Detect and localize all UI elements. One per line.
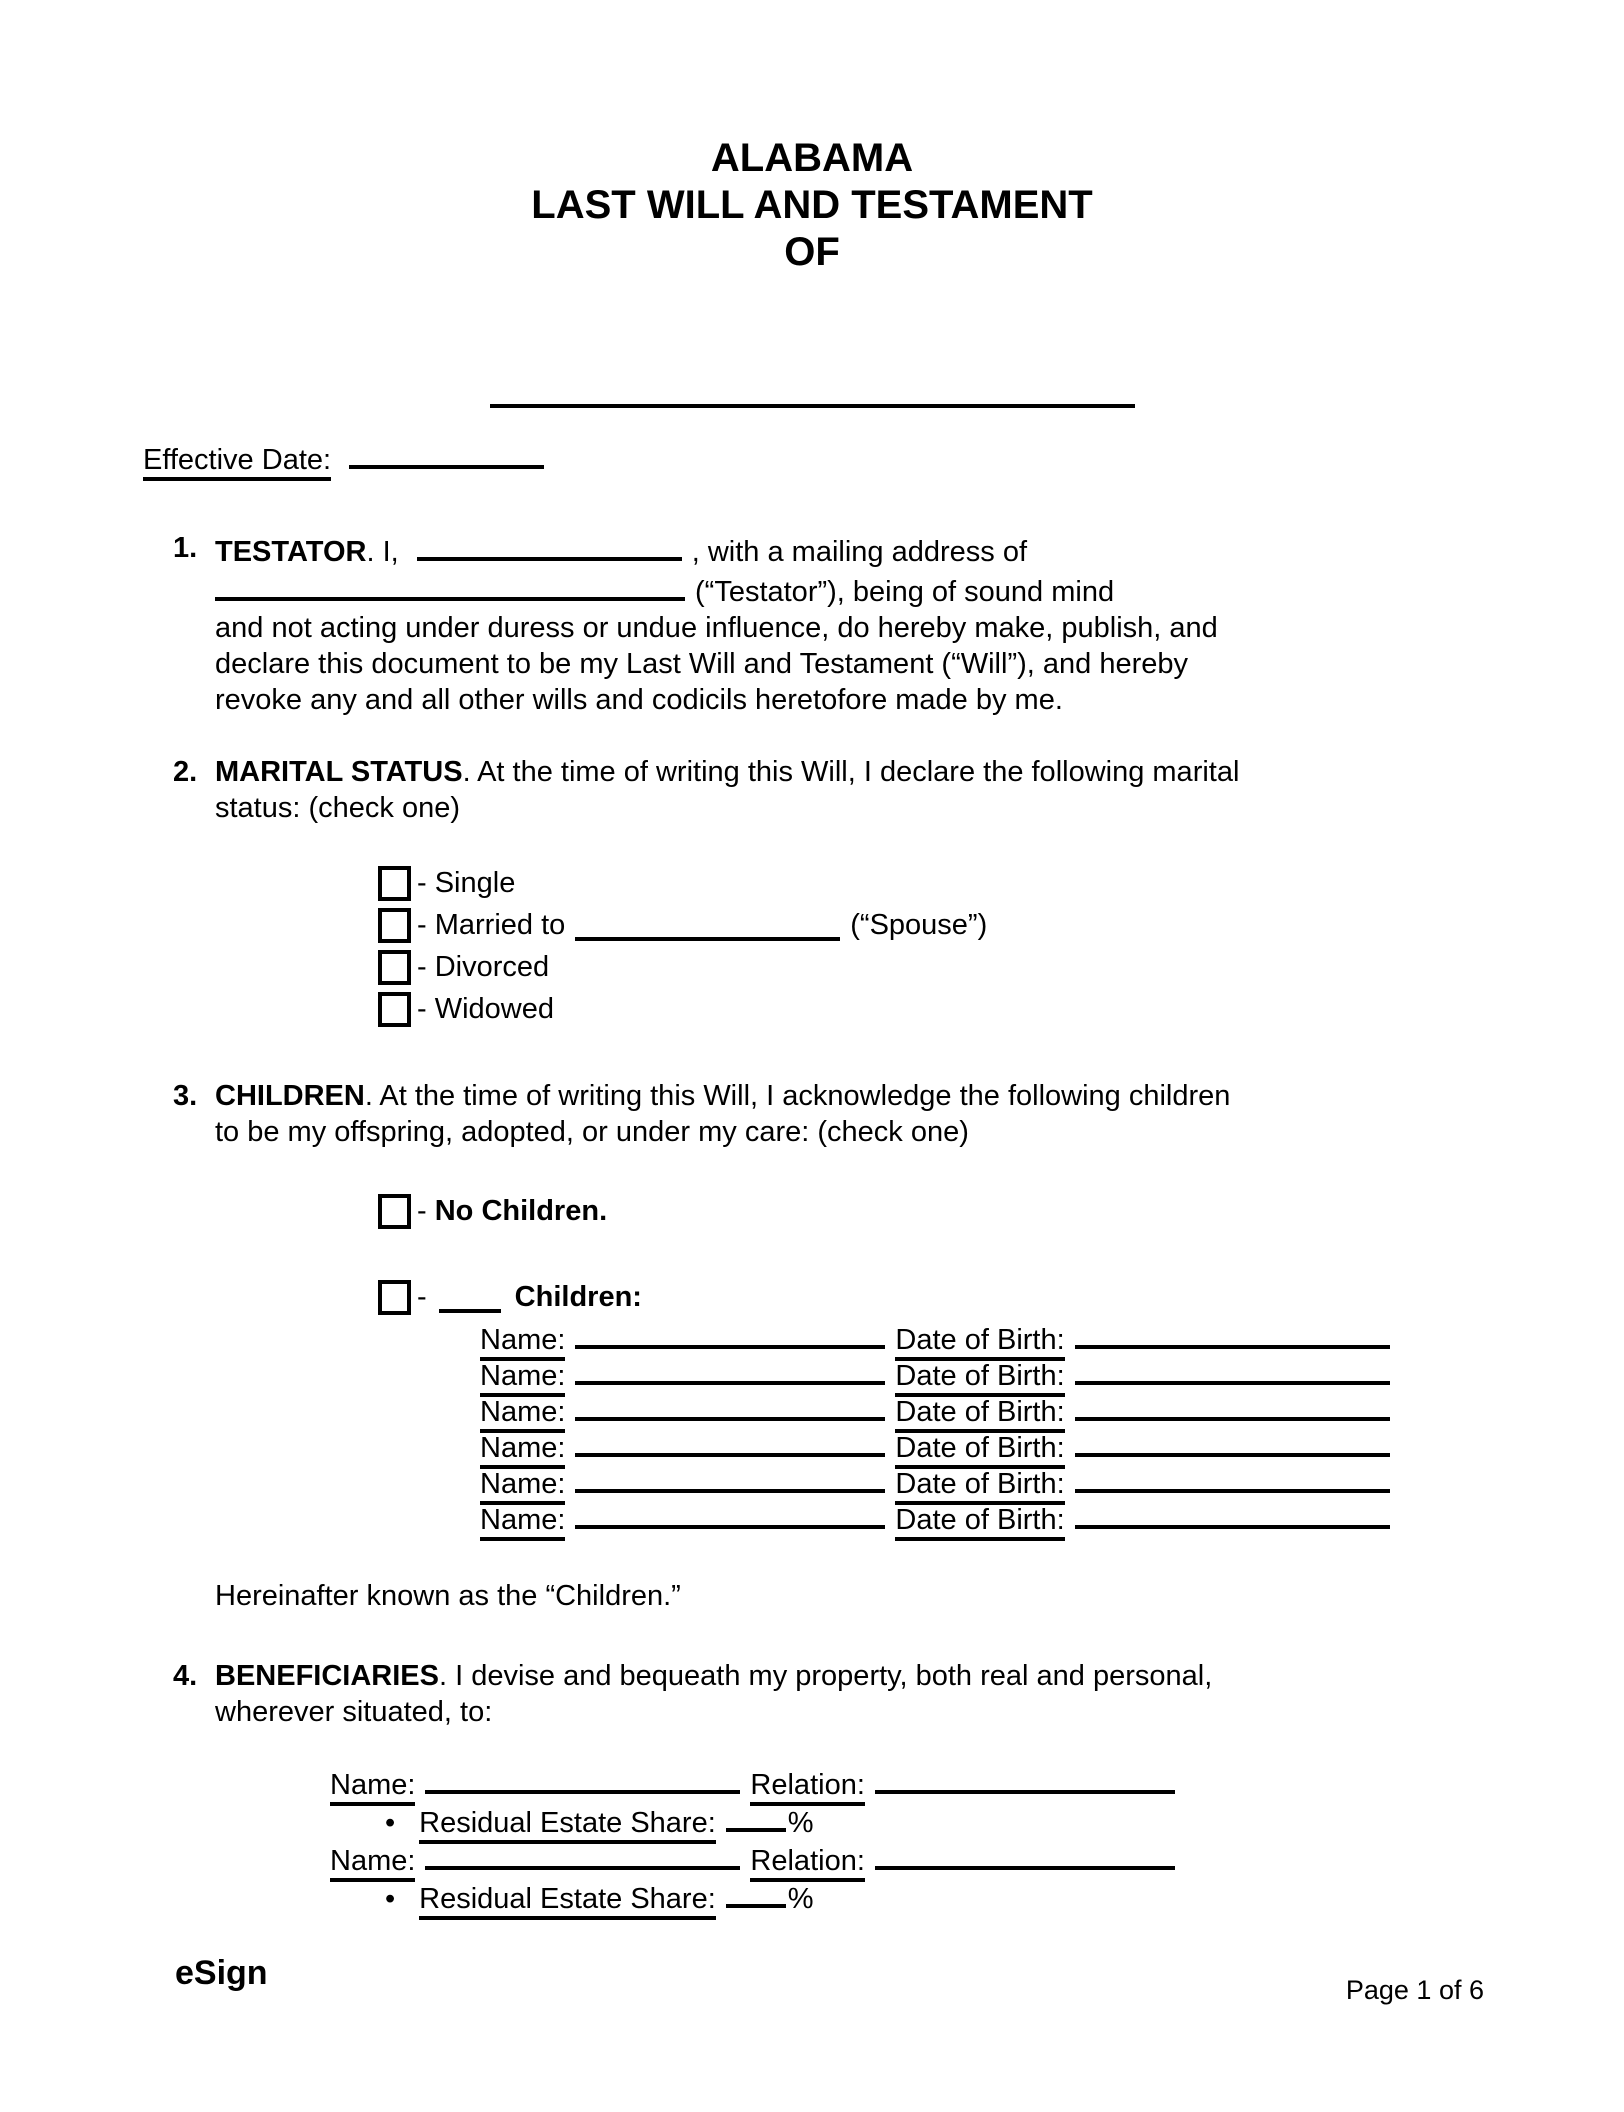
testator-line-2 bbox=[215, 570, 1460, 610]
beneficiaries-line-1-rest: . I devise and bequeath my property, both real and personal, bbox=[438, 1660, 1213, 1692]
testator-line-4: declare this document to be my Last Will and Testament (“Will”), and hereby bbox=[215, 648, 1188, 680]
child-row-1 bbox=[480, 1318, 1460, 1354]
children-count-option bbox=[378, 1276, 1460, 1318]
section-testator bbox=[143, 530, 1460, 718]
section-marital-body bbox=[215, 754, 1460, 1030]
child-row-5 bbox=[480, 1462, 1460, 1498]
children-count-label: Children: bbox=[514, 1281, 642, 1313]
beneficiary-2-name-blank[interactable] bbox=[425, 1839, 740, 1870]
single-checkbox[interactable] bbox=[378, 866, 411, 901]
section-beneficiaries-number: 4. bbox=[173, 1660, 198, 1692]
child-2-name-label: Name: bbox=[480, 1360, 565, 1397]
child-2-dob-blank[interactable] bbox=[1075, 1354, 1390, 1385]
beneficiaries-line-1 bbox=[215, 1658, 1460, 1694]
beneficiary-2-name-label: Name: bbox=[330, 1845, 415, 1882]
bullet-icon: • bbox=[385, 1807, 396, 1839]
child-5-dob-label: Date of Birth: bbox=[895, 1468, 1064, 1505]
child-4-name-blank[interactable] bbox=[575, 1426, 885, 1457]
section-children bbox=[143, 1078, 1460, 1614]
beneficiary-2-share-row bbox=[330, 1877, 1460, 1915]
children-line-2: to be my offspring, adopted, or under my care: (check one) bbox=[215, 1116, 969, 1148]
beneficiary-1-relation-label: Relation: bbox=[750, 1769, 864, 1806]
beneficiary-2-row bbox=[330, 1839, 1460, 1877]
children-line-1-rest: . At the time of writing this Will, I acknowledge the following children bbox=[364, 1080, 1231, 1112]
section-marital-status bbox=[143, 754, 1460, 1030]
child-1-dob-blank[interactable] bbox=[1075, 1318, 1390, 1349]
beneficiary-1-percent-sign: % bbox=[787, 1807, 814, 1839]
children-line-1 bbox=[215, 1078, 1460, 1114]
child-row-6 bbox=[480, 1498, 1460, 1534]
beneficiary-2-percent-sign: % bbox=[787, 1883, 814, 1915]
beneficiaries-list bbox=[330, 1763, 1460, 1915]
testator-line-2-rest: (“Testator”), being of sound mind bbox=[695, 576, 1115, 608]
child-1-dob-label: Date of Birth: bbox=[895, 1324, 1064, 1361]
beneficiary-1-relation-blank[interactable] bbox=[875, 1763, 1175, 1794]
testator-line-5: revoke any and all other wills and codicils heretofore made by me. bbox=[215, 684, 1063, 716]
no-children-label: No Children. bbox=[434, 1195, 608, 1227]
marital-line-1-rest: . At the time of writing this Will, I declare the following marital bbox=[462, 756, 1240, 788]
spouse-suffix-label: (“Spouse”) bbox=[850, 909, 988, 941]
title-line-of: OF bbox=[784, 230, 840, 274]
child-3-dob-blank[interactable] bbox=[1075, 1390, 1390, 1421]
no-children-option bbox=[378, 1190, 1460, 1232]
children-list bbox=[480, 1318, 1460, 1534]
effective-date-label: Effective Date: bbox=[143, 444, 331, 481]
children-count-checkbox[interactable] bbox=[378, 1280, 411, 1315]
child-row-3 bbox=[480, 1390, 1460, 1426]
beneficiary-2-relation-label: Relation: bbox=[750, 1845, 864, 1882]
section-testator-body bbox=[215, 530, 1460, 718]
bullet-icon: • bbox=[385, 1883, 396, 1915]
section-testator-number: 1. bbox=[173, 532, 198, 564]
beneficiary-2-share-label: Residual Estate Share: bbox=[419, 1883, 716, 1920]
child-3-name-label: Name: bbox=[480, 1396, 565, 1433]
marital-option-widowed bbox=[378, 988, 1460, 1030]
child-6-name-label: Name: bbox=[480, 1504, 565, 1541]
section-marital-number: 2. bbox=[173, 756, 198, 788]
widowed-checkbox[interactable] bbox=[378, 992, 411, 1027]
beneficiary-1-share-label: Residual Estate Share: bbox=[419, 1807, 716, 1844]
testator-line-1 bbox=[215, 530, 1460, 570]
beneficiaries-heading: BENEFICIARIES bbox=[215, 1660, 439, 1692]
testator-line-3: and not acting under duress or undue influence, do hereby make, publish, and bbox=[215, 612, 1218, 644]
marital-option-married bbox=[378, 904, 1460, 946]
widowed-label: - Widowed bbox=[417, 993, 554, 1025]
beneficiary-1-share-row bbox=[330, 1801, 1460, 1839]
beneficiary-2-share-blank[interactable] bbox=[726, 1877, 786, 1908]
effective-date-row bbox=[143, 438, 1460, 478]
child-4-dob-blank[interactable] bbox=[1075, 1426, 1390, 1457]
child-6-dob-blank[interactable] bbox=[1075, 1498, 1390, 1529]
beneficiary-1-share-blank[interactable] bbox=[726, 1801, 786, 1832]
title-line-document-type: LAST WILL AND TESTAMENT bbox=[531, 183, 1093, 227]
children-heading: CHILDREN bbox=[215, 1080, 365, 1112]
section-children-body bbox=[215, 1078, 1460, 1614]
section-children-number: 3. bbox=[173, 1080, 198, 1112]
child-4-dob-label: Date of Birth: bbox=[895, 1432, 1064, 1469]
beneficiary-1-name-label: Name: bbox=[330, 1769, 415, 1806]
testator-name-title-blank[interactable] bbox=[490, 404, 1135, 408]
child-2-name-blank[interactable] bbox=[575, 1354, 885, 1385]
child-6-dob-label: Date of Birth: bbox=[895, 1504, 1064, 1541]
testator-name-blank[interactable] bbox=[417, 530, 682, 561]
marital-heading: MARITAL STATUS bbox=[215, 756, 463, 788]
marital-line-2: status: (check one) bbox=[215, 792, 460, 824]
single-label: - Single bbox=[417, 867, 516, 899]
section-beneficiaries-body bbox=[215, 1658, 1460, 1915]
title-line-state: ALABAMA bbox=[710, 136, 914, 180]
married-label: - Married to bbox=[417, 909, 566, 941]
child-3-dob-label: Date of Birth: bbox=[895, 1396, 1064, 1433]
child-row-2 bbox=[480, 1354, 1460, 1390]
testator-line-1-rest: , with a mailing address of bbox=[691, 536, 1028, 568]
beneficiaries-line-2: wherever situated, to: bbox=[215, 1696, 493, 1728]
beneficiary-1-name-blank[interactable] bbox=[425, 1763, 740, 1794]
spouse-name-blank[interactable] bbox=[575, 910, 840, 941]
child-1-name-blank[interactable] bbox=[575, 1318, 885, 1349]
marital-option-divorced bbox=[378, 946, 1460, 988]
esign-logo: eSign bbox=[175, 1954, 268, 1992]
page-indicator: Page 1 of 6 bbox=[1345, 1975, 1484, 2005]
divorced-checkbox[interactable] bbox=[378, 950, 411, 985]
child-2-dob-label: Date of Birth: bbox=[895, 1360, 1064, 1397]
marital-line-1 bbox=[215, 754, 1460, 790]
beneficiary-1-row bbox=[330, 1763, 1460, 1801]
married-checkbox[interactable] bbox=[378, 908, 411, 943]
children-count-dash: - bbox=[417, 1281, 427, 1313]
child-6-name-blank[interactable] bbox=[575, 1498, 885, 1529]
child-1-name-label: Name: bbox=[480, 1324, 565, 1361]
divorced-label: - Divorced bbox=[417, 951, 550, 983]
child-3-name-blank[interactable] bbox=[575, 1390, 885, 1421]
section-beneficiaries bbox=[143, 1658, 1460, 1915]
mailing-address-blank[interactable] bbox=[215, 570, 685, 601]
testator-lead-in: . I, bbox=[366, 536, 399, 568]
marital-option-single bbox=[378, 862, 1460, 904]
effective-date-blank[interactable] bbox=[349, 438, 544, 469]
document-body bbox=[143, 530, 1460, 1915]
beneficiary-2-relation-blank[interactable] bbox=[875, 1839, 1175, 1870]
testator-heading: TESTATOR bbox=[215, 536, 367, 568]
child-5-dob-blank[interactable] bbox=[1075, 1462, 1390, 1493]
child-4-name-label: Name: bbox=[480, 1432, 565, 1469]
marital-options bbox=[378, 862, 1460, 1030]
children-count-blank[interactable] bbox=[439, 1282, 501, 1313]
child-5-name-blank[interactable] bbox=[575, 1462, 885, 1493]
no-children-dash: - bbox=[417, 1195, 427, 1227]
document-title bbox=[0, 0, 1624, 276]
children-hereinafter-note: Hereinafter known as the “Children.” bbox=[215, 1580, 681, 1612]
child-row-4 bbox=[480, 1426, 1460, 1462]
child-5-name-label: Name: bbox=[480, 1468, 565, 1505]
no-children-checkbox[interactable] bbox=[378, 1194, 411, 1229]
